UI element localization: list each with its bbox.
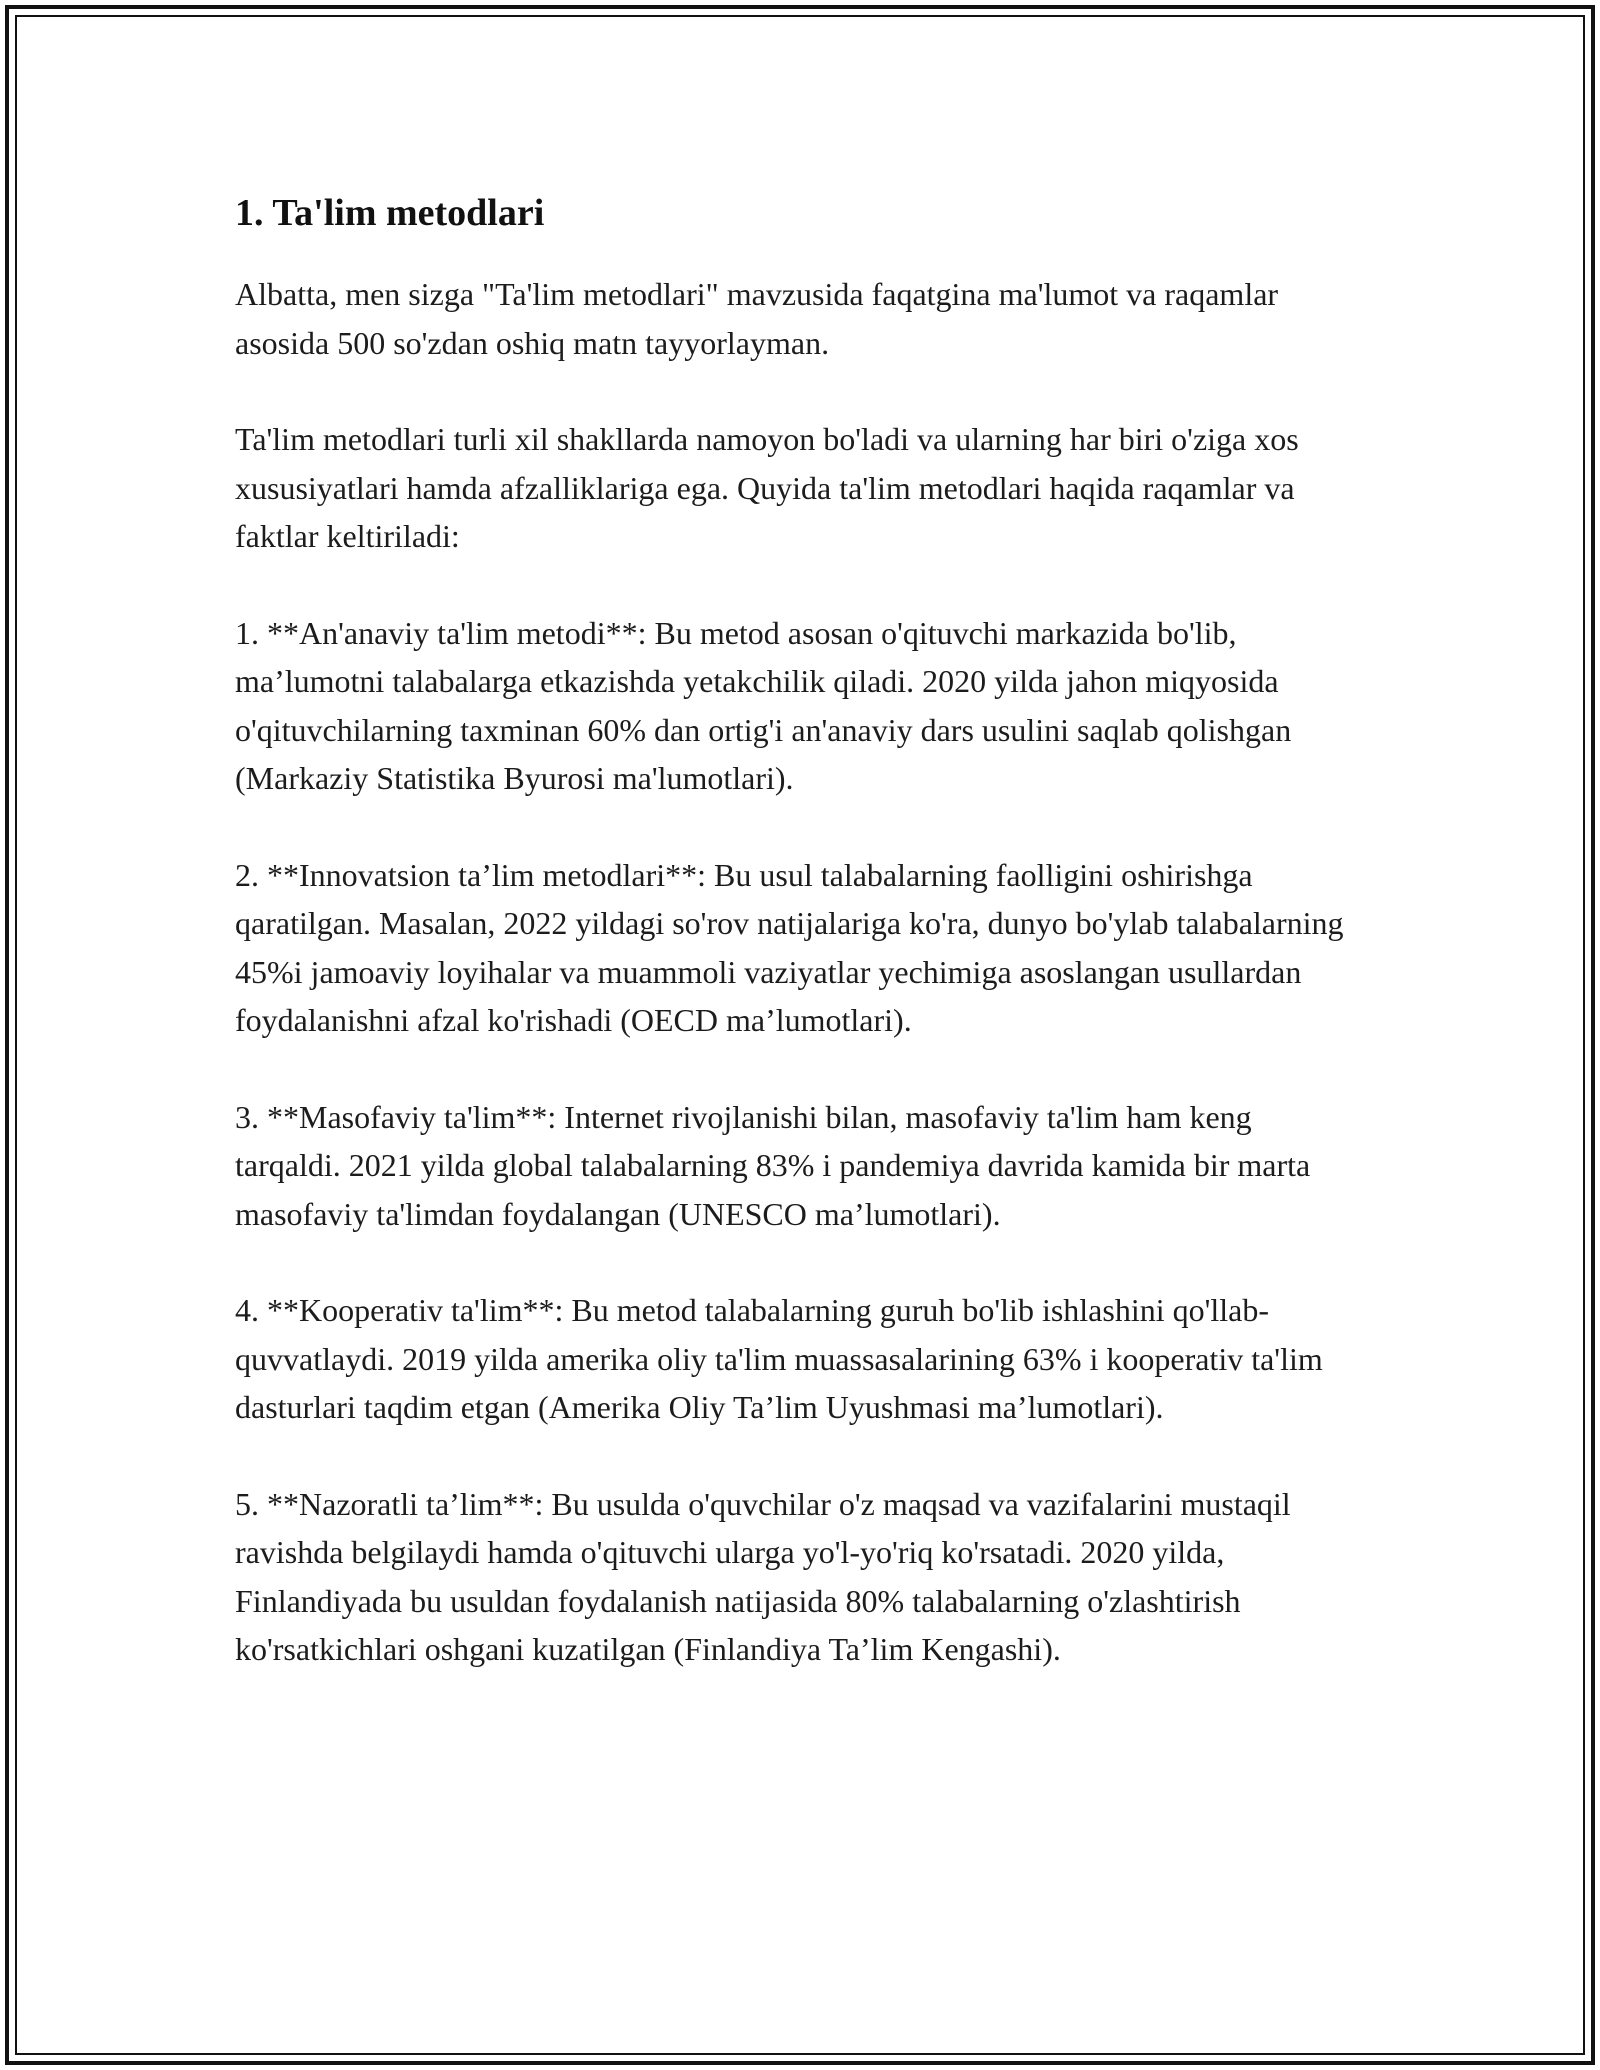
document-body [235,186,1365,1722]
list-item-traditional: 1. **An'anaviy ta'lim metodi**: Bu metod asosan o'qituvchi markazida bo'lib, ma’lumotni talabalarga etkazishda yetakchilik qiladi. 2020 yilda jahon miqyosida o'qituvchilarning taxminan 60% dan ortig'i an'anaviy dars usulini saqlab qolishgan (Markaziy Statistika Byurosi ma'lumotlari). [235,614,1292,796]
overview-paragraph: Ta'lim metodlari turli xil shakllarda namoyon bo'ladi va ularning har biri o'ziga xos xususiyatlari hamda afzalliklariga ega. Quyida ta'lim metodlari haqida raqamlar va faktlar keltiriladi: [235,421,1299,554]
document-title: 1. Ta'lim metodlari [235,192,545,234]
list-item-innovative: 2. **Innovatsion ta’lim metodlari**: Bu usul talabalarning faolligini oshirishga qaratilgan. Masalan, 2022 yildagi so'rov natijalariga ko'ra, dunyo bo'ylab talabalarning 45%i jamoaviy loyihalar va muammoli vaziyatlar yechimiga asoslangan usullardan foydalanishni afzal ko'rishadi (OECD ma’lumotlari). [235,856,1344,1038]
intro-paragraph: Albatta, men sizga "Ta'lim metodlari" mavzusida faqatgina ma'lumot va raqamlar asosida 500 so'zdan oshiq matn tayyorlayman. [235,276,1279,361]
list-item-supervised: 5. **Nazoratli ta’lim**: Bu usulda o'quvchilar o'z maqsad va vazifalarini mustaqil ravishda belgilaydi hamda o'qituvchi ularga yo'l-yo'riq ko'rsatadi. 2020 yilda, Finlandiyada bu usuldan foydalanish natijasida 80% talabalarning o'zlashtirish ko'rsatkichlari oshgani kuzatilgan (Finlandiya Ta’lim Kengashi). [235,1485,1291,1667]
list-item-distance: 3. **Masofaviy ta'lim**: Internet rivojlanishi bilan, masofaviy ta'lim ham keng tarqaldi. 2021 yilda global talabalarning 83% i pandemiya davrida kamida bir marta masofaviy ta'limdan foydalangan (UNESCO ma’lumotlari). [235,1098,1311,1232]
list-item-cooperative: 4. **Kooperativ ta'lim**: Bu metod talabalarning guruh bo'lib ishlashini qo'llab-quvvatlaydi. 2019 yilda amerika oliy ta'lim muassasalarining 63% i kooperativ ta'lim dasturlari taqdim etgan (Amerika Oliy Ta’lim Uyushmasi ma’lumotlari). [235,1292,1323,1425]
